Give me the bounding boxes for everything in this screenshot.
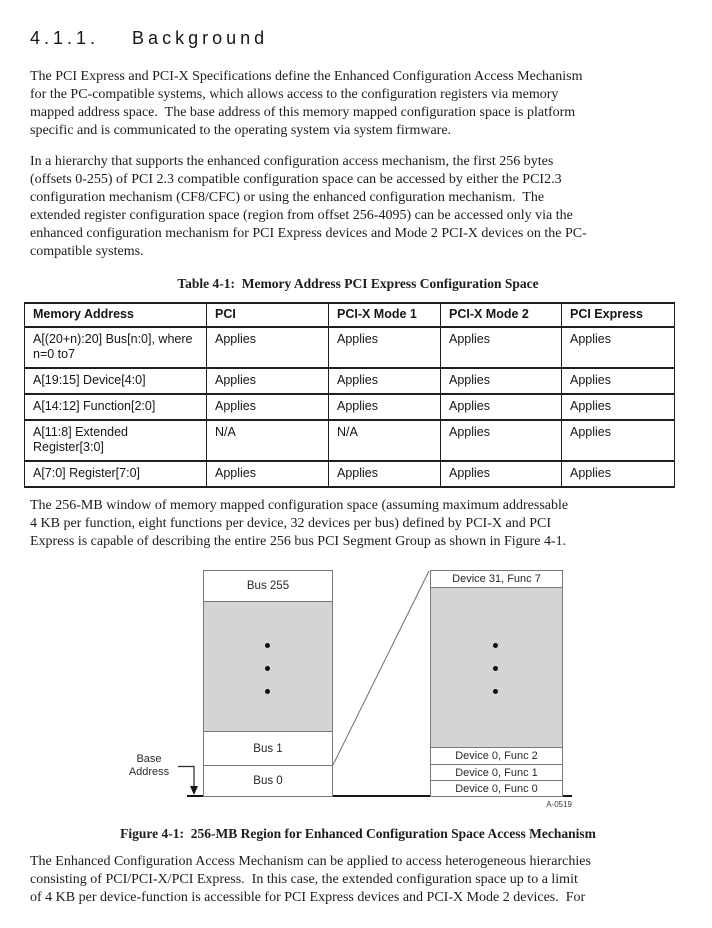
ellipsis-dot bbox=[265, 643, 270, 648]
bus-0-label: Bus 0 bbox=[253, 775, 283, 787]
device-31-func-7-box bbox=[430, 570, 563, 588]
bus-255-label: Bus 255 bbox=[246, 580, 290, 592]
paragraph-line: enhanced configuration mechanism for PCI Express devices and Mode 2 PCI-X devices on the PC- bbox=[30, 226, 587, 241]
column-header: PCI-X Mode 1 bbox=[329, 303, 441, 327]
ellipsis-dot bbox=[265, 666, 270, 671]
table-cell: Applies bbox=[441, 327, 562, 368]
table-row bbox=[25, 420, 675, 461]
paragraph-line: compatible systems. bbox=[30, 244, 144, 259]
table-caption: Table 4-1: Memory Address PCI Express Configuration Space bbox=[177, 276, 539, 291]
table-cell: Applies bbox=[207, 327, 329, 368]
paragraph bbox=[30, 497, 686, 551]
paragraph-line: In a hierarchy that supports the enhanced configuration access mechanism, the first 256 bytes bbox=[30, 154, 554, 169]
bus-255-box bbox=[203, 570, 333, 602]
table-cell: N/A bbox=[207, 420, 329, 461]
figure-caption: Figure 4-1: 256-MB Region for Enhanced Configuration Space Access Mechanism bbox=[120, 826, 596, 841]
base-address-line: Address bbox=[128, 765, 170, 778]
device-0-func-2-box bbox=[430, 747, 563, 765]
table-cell: Applies bbox=[329, 394, 441, 420]
section-heading bbox=[30, 27, 686, 49]
paragraph-line: The PCI Express and PCI-X Specifications define the Enhanced Configuration Access Mechanism bbox=[30, 69, 583, 84]
device-31-func-7-label: Device 31, Func 7 bbox=[452, 573, 541, 585]
base-address-line: Base bbox=[136, 753, 162, 765]
ellipsis-dot bbox=[493, 689, 498, 694]
table-cell: Applies bbox=[562, 368, 675, 394]
bus-0-box bbox=[203, 765, 333, 797]
paragraph-line: 4 KB per function, eight functions per device, 32 devices per bus) defined by PCI-X and PCI bbox=[30, 516, 551, 531]
paragraph-line: extended register configuration space (region from offset 256-4095) can be accessed only via the bbox=[30, 208, 573, 223]
column-header: PCI Express bbox=[562, 303, 675, 327]
table-header-row bbox=[25, 303, 675, 327]
table-cell: Applies bbox=[329, 327, 441, 368]
paragraph bbox=[30, 68, 686, 140]
ellipsis-dot bbox=[493, 643, 498, 648]
figure-4-1-diagram bbox=[0, 565, 712, 815]
paragraph bbox=[30, 853, 686, 907]
table-cell: Applies bbox=[329, 461, 441, 487]
table-cell: Applies bbox=[207, 368, 329, 394]
bus-1-label: Bus 1 bbox=[253, 742, 283, 755]
base-address-label bbox=[120, 753, 178, 778]
device-0-func-2-label: Device 0, Func 2 bbox=[455, 750, 538, 762]
paragraph-line: The Enhanced Configuration Access Mechanism can be applied to access heterogeneous hierarchies bbox=[30, 854, 591, 869]
table-cell: N/A bbox=[329, 420, 441, 461]
table-row bbox=[25, 368, 675, 394]
table-cell: Applies bbox=[562, 327, 675, 368]
column-header: Memory Address bbox=[25, 303, 207, 327]
table-cell: A[(20+n):20] Bus[n:0], where n=0 to7 bbox=[25, 327, 207, 368]
table-cell: Applies bbox=[207, 461, 329, 487]
table-cell: Applies bbox=[207, 394, 329, 420]
base-address-arrow bbox=[190, 786, 198, 795]
table-row bbox=[25, 461, 675, 487]
bus-1-box bbox=[203, 731, 333, 766]
artifact-number: A-0519 bbox=[546, 800, 572, 809]
table-cell: Applies bbox=[441, 368, 562, 394]
paragraph-line: of 4 KB per device-function is accessible for PCI Express devices and PCI-X Mode 2 devices. For bbox=[30, 890, 586, 905]
paragraph-line: configuration mechanism (CF8/CFC) or using the enhanced configuration mechanism. The bbox=[30, 190, 545, 205]
table-cell: Applies bbox=[441, 420, 562, 461]
paragraph-line: (offsets 0-255) of PCI 2.3 compatible configuration space can be accessed by either the PCI2.3 bbox=[30, 172, 562, 187]
table-cell: A[11:8] Extended Register[3:0] bbox=[25, 420, 207, 461]
table-cell: A[14:12] Function[2:0] bbox=[25, 394, 207, 420]
column-header: PCI-X Mode 2 bbox=[441, 303, 562, 327]
paragraph-line: consisting of PCI/PCI-X/PCI Express. In this case, the extended configuration space up to a limit bbox=[30, 872, 578, 887]
ellipsis-dot bbox=[493, 666, 498, 671]
table-row bbox=[25, 394, 675, 420]
table-row bbox=[25, 327, 675, 368]
device-0-func-1-box bbox=[430, 764, 563, 781]
paragraph-line: The 256-MB window of memory mapped configuration space (assuming maximum addressable bbox=[30, 498, 569, 513]
paragraph-line: Express is capable of describing the entire 256 bus PCI Segment Group as shown in Figure 4-1. bbox=[30, 534, 567, 549]
table-cell: Applies bbox=[562, 394, 675, 420]
paragraph-line: mapped address space. The base address of this memory mapped configuration space is platform bbox=[30, 105, 576, 120]
device-0-func-0-box bbox=[430, 780, 563, 797]
figure-connector-lines bbox=[0, 565, 712, 815]
config-space-table bbox=[24, 302, 675, 488]
table-cell: Applies bbox=[562, 461, 675, 487]
ellipsis-dot bbox=[265, 689, 270, 694]
section-number: 4.1.1. bbox=[30, 28, 100, 48]
table-cell: Applies bbox=[562, 420, 675, 461]
expansion-line bbox=[333, 571, 429, 765]
column-header: PCI bbox=[207, 303, 329, 327]
table-cell: Applies bbox=[441, 394, 562, 420]
table-cell: A[7:0] Register[7:0] bbox=[25, 461, 207, 487]
section-title: Background bbox=[132, 28, 269, 48]
table-cell: Applies bbox=[329, 368, 441, 394]
device-0-func-0-label: Device 0, Func 0 bbox=[455, 782, 538, 795]
device-0-func-1-label: Device 0, Func 1 bbox=[455, 766, 538, 779]
paragraph-line: specific and is communicated to the operating system via system firmware. bbox=[30, 123, 452, 138]
base-address-connector bbox=[178, 767, 194, 789]
table-cell: Applies bbox=[441, 461, 562, 487]
paragraph bbox=[30, 153, 686, 261]
table-cell: A[19:15] Device[4:0] bbox=[25, 368, 207, 394]
paragraph-line: for the PC-compatible systems, which allows access to the configuration registers via memory bbox=[30, 87, 559, 102]
